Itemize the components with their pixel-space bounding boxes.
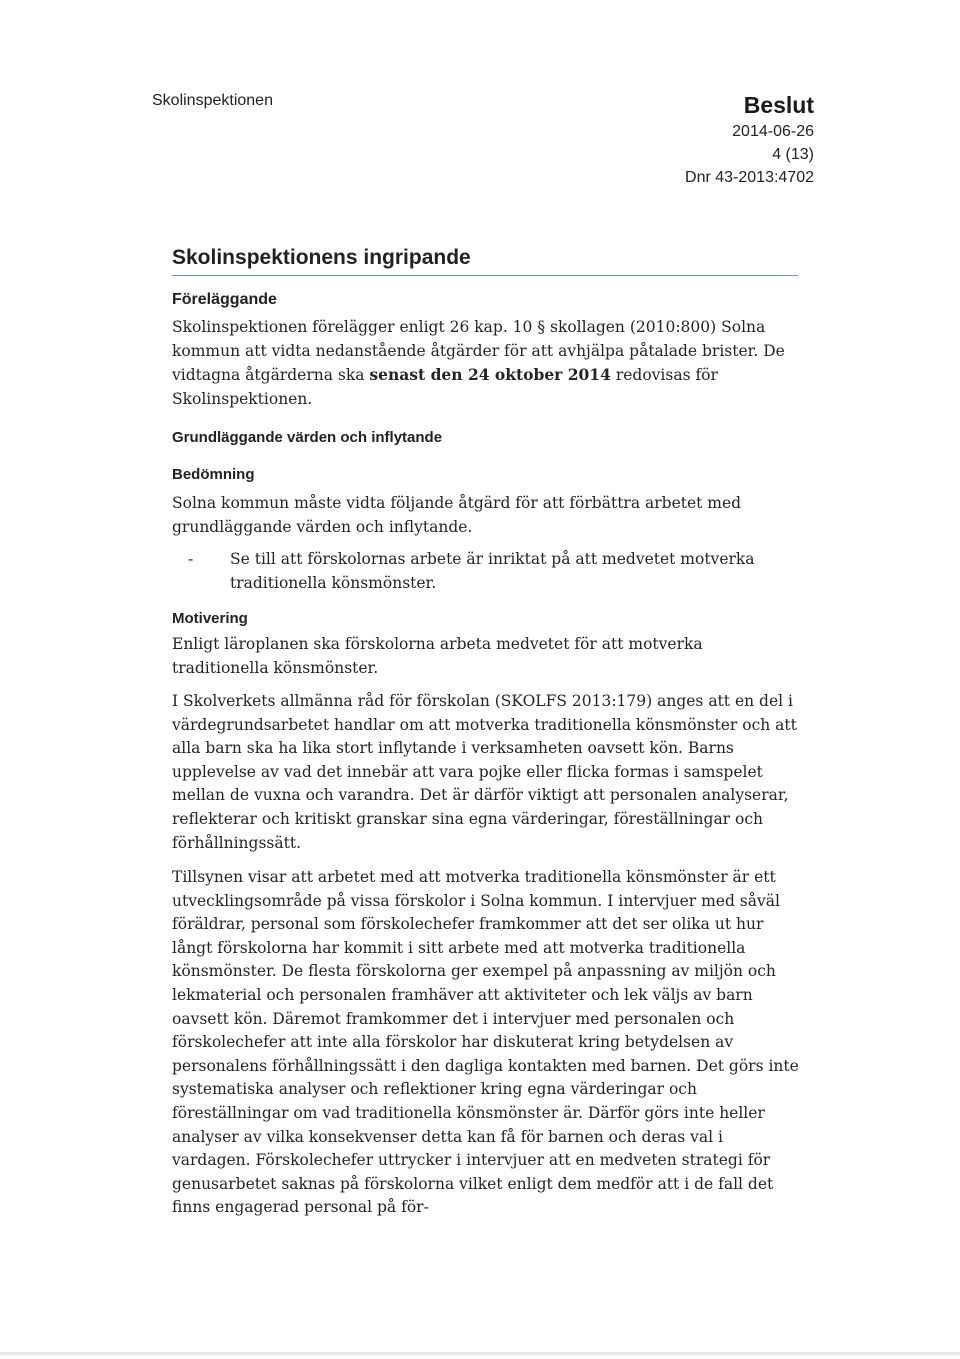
motivering-heading: Motivering xyxy=(172,610,248,627)
page-number: 4 (13) xyxy=(772,146,814,163)
bullet-text: Se till att förskolornas arbete är inriktat på att medvetet motverka traditionella könsmönster. xyxy=(230,550,755,592)
bedomning-heading: Bedömning xyxy=(172,466,255,483)
forelaggande-paragraph xyxy=(172,316,802,411)
document-date: 2014-06-26 xyxy=(732,123,814,140)
header-organization: Skolinspektionen xyxy=(152,92,273,109)
motivering-paragraph-2: I Skolverkets allmänna råd för förskolan (SKOLFS 2013:179) anges att en del i värdegrundsarbetet handlar om att motverka traditionella könsmönster och att alla barn ska ha lika stort inflytande i verksamheten oavsett kön. Barns upplevelse av vad det innebär att vara pojke eller flicka formas i samspelet mellan de vuxna och varandra. Det är därför viktigt att personalen analyserar, reflekterar och kritiskt granskar sina egna värderingar, föreställningar och förhållningssätt. xyxy=(172,692,797,852)
forelaggande-deadline: senast den 24 oktober 2014 xyxy=(369,365,611,385)
forelaggande-text-2: redovisas för Skolinspektionen. xyxy=(172,366,718,408)
forelaggande-text-1: Skolinspektionen förelägger enligt 26 kap. 10 § skollagen (2010:800) Solna kommun att vidta nedanstående åtgärder för att avhjälpa påtalade brister. De vidtagna åtgärderna ska xyxy=(172,318,785,385)
action-bullet xyxy=(188,548,802,595)
motivering-paragraph-3: Tillsynen visar att arbetet med att motverka traditionella könsmönster är ett utvecklingsområde på vissa förskolor i Solna kommun. I intervjuer med såväl föräldrar, personal som förskolechefer framkommer att det ser olika ut hur långt förskolorna har kommit i sitt arbete med att motverka traditionella könsmönster. De flesta förskolorna ger exempel på anpassning av miljön och lekmaterial och personalen framhäver att aktiviteter och lek väljs av barn oavsett kön. Däremot framkommer det i intervjuer med personalen och förskolechefer att inte alla förskolor har diskuterat kring betydelsen av personalens förhållningssätt i den dagliga kontakten med barnen. Det görs inte systematiska analyser och reflektioner kring egna värderingar och föreställningar om vad traditionella könsmönster är. Därför görs inte heller analyser av vilka konsekvenser detta kan få för barnen och deras val i vardagen. Förskolechefer uttrycker i intervjuer att en medveten strategi för genusarbetet saknas på förskolorna vilket enligt dem medför att i de fall det finns engagerad personal på för- xyxy=(172,868,799,1217)
diary-number: Dnr 43-2013:4702 xyxy=(685,169,814,186)
bullet-dash: - xyxy=(188,550,194,568)
bedomning-paragraph: Solna kommun måste vidta följande åtgärd för att förbättra arbetet med grundläggande värden och inflytande. xyxy=(172,494,742,536)
section-title: Skolinspektionens ingripande xyxy=(172,246,798,276)
scan-edge-artifact xyxy=(0,1352,960,1355)
header-meta xyxy=(685,90,814,189)
document-type: Beslut xyxy=(743,92,814,118)
motivering-paragraph-1: Enligt läroplanen ska förskolorna arbeta medvetet för att motverka traditionella könsmönster. xyxy=(172,635,703,677)
grundlaggande-heading: Grundläggande värden och inflytande xyxy=(172,429,443,446)
forelaggande-heading: Föreläggande xyxy=(172,291,277,308)
